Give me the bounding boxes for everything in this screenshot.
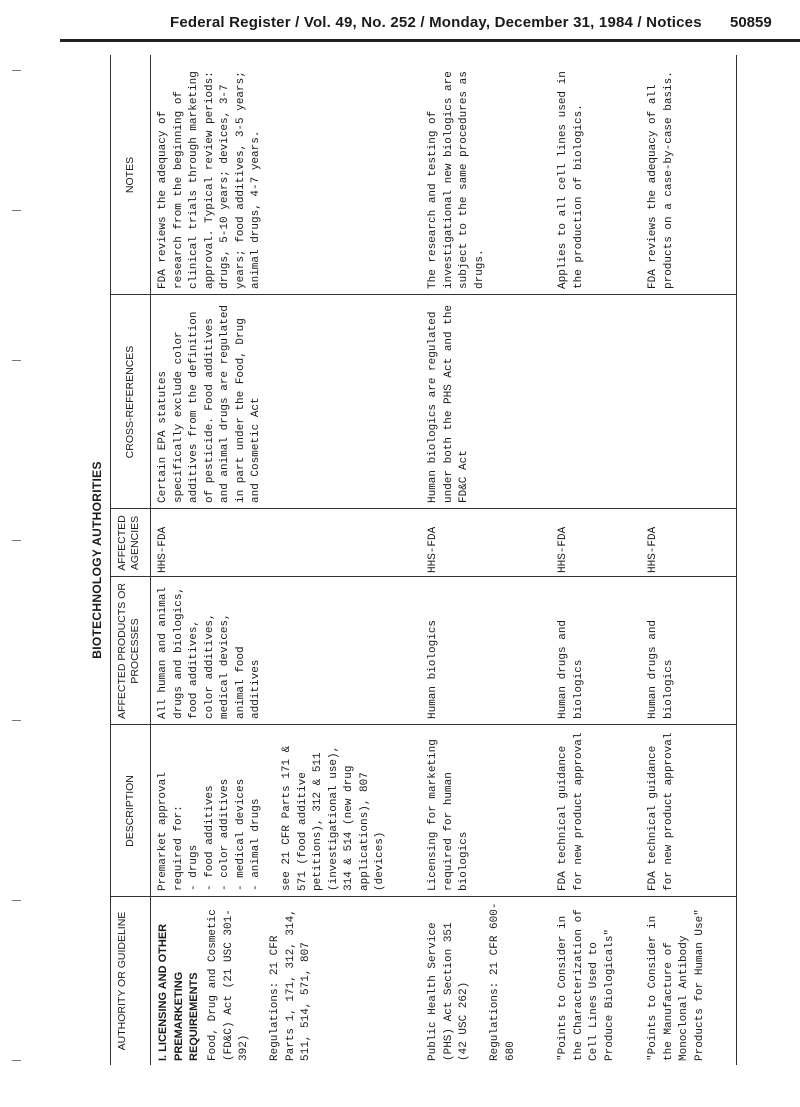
column-header-cross-references: CROSS-REFERENCES: [124, 345, 136, 459]
row-0-description: Premarket approval required for: - drugs - food additives - color additives - medical devices - animal drugs see 21 CFR Parts 171 & 571 (food additive petitions), 312 & 511 (investigational use), 314 & 514 (new drug applications), 807 (devices): [157, 745, 386, 891]
column-divider: [110, 724, 736, 725]
row-1-authority: Public Health Service (PHS) Act Section 351 (42 USC 262) Regulations: 21 CFR 600-680: [427, 902, 517, 1061]
rotated-table-frame: [86, 55, 736, 1065]
row-2-authority: "Points to Consider in the Characterization of Cell Lines Used to Produce Biologicals": [557, 909, 616, 1061]
row-1-products: Human biologics: [427, 619, 439, 719]
row-1-cross-references: Human biologics are regulated under both the PHS Act and the FD&C Act: [427, 304, 470, 503]
row-2-notes: Applies to all cell lines used in the production of biologics.: [557, 71, 585, 289]
row-1-notes: The research and testing of investigational new biologics are subject to the same procedures as drugs.: [427, 71, 486, 289]
row-3-notes: FDA reviews the adequacy of all products on a case-by-case basis.: [647, 71, 675, 289]
page-number: 50859: [730, 14, 772, 31]
row-2-description: FDA technical guidance for new product approval: [557, 732, 585, 891]
row-0-authority: Food, Drug and Cosmetic (FD&C) Act (21 USC 301-392) Regulations: 21 CFR Parts 1, 171, 312, 314, 511, 514, 571, 807: [207, 909, 312, 1061]
column-header-description: DESCRIPTION: [124, 775, 136, 847]
row-0-agencies: HHS-FDA: [157, 526, 169, 573]
table-bottom-rule: [736, 55, 737, 1065]
row-2-agencies: HHS-FDA: [557, 526, 569, 573]
category-heading: I. LICENSING AND OTHER PREMARKETING REQUIREMENTS: [157, 923, 200, 1061]
column-divider: [110, 896, 736, 897]
column-header-agencies: AFFECTED AGENCIES: [116, 515, 141, 571]
header-rule: [60, 39, 800, 42]
row-3-agencies: HHS-FDA: [647, 526, 659, 573]
row-3-description: FDA technical guidance for new product approval: [647, 732, 675, 891]
row-0-cross-references: Certain EPA statutes specifically exclude color additives from the definition of pesticide. Food additives and animal drugs are regulated in part under the Food, Drug and Cosmetic Act: [157, 304, 262, 503]
column-divider: [110, 508, 736, 509]
row-0-products: All human and animal drugs and biologics, food additives, color additives, medical devices, animal food additives: [157, 586, 262, 719]
row-1-agencies: HHS-FDA: [427, 526, 439, 573]
table-header-rule: [150, 55, 151, 1065]
binding-marks: [12, 0, 22, 1107]
column-header-authority: AUTHORITY OR GUIDELINE: [116, 911, 128, 1051]
column-header-products: AFFECTED PRODUCTS OR PROCESSES: [116, 583, 141, 719]
row-1-description: Licensing for marketing required for human biologics: [427, 739, 470, 891]
column-header-notes: NOTES: [124, 156, 136, 194]
column-divider: [110, 294, 736, 295]
row-3-products: Human drugs and biologics: [647, 619, 675, 719]
page-header: [0, 0, 800, 46]
table-section-title: BIOTECHNOLOGY AUTHORITIES: [90, 461, 104, 659]
table-top-rule: [110, 55, 111, 1065]
row-2-products: Human drugs and biologics: [557, 619, 585, 719]
biotechnology-authorities-table: [86, 55, 736, 1065]
running-title: Federal Register / Vol. 49, No. 252 / Monday, December 31, 1984 / Notices: [170, 14, 702, 31]
column-divider: [110, 576, 736, 577]
row-0-notes: FDA reviews the adequacy of research from the beginning of clinical trials through marketing approval. Typical review periods: drugs, 5-10 years; devices, 3-7 years; food additives, 3-5 years; animal drugs, 4-7 years.: [157, 71, 262, 289]
row-3-authority: "Points to Consider in the Manufacture of Monoclonal Antibody Products for Human Use": [647, 909, 706, 1061]
